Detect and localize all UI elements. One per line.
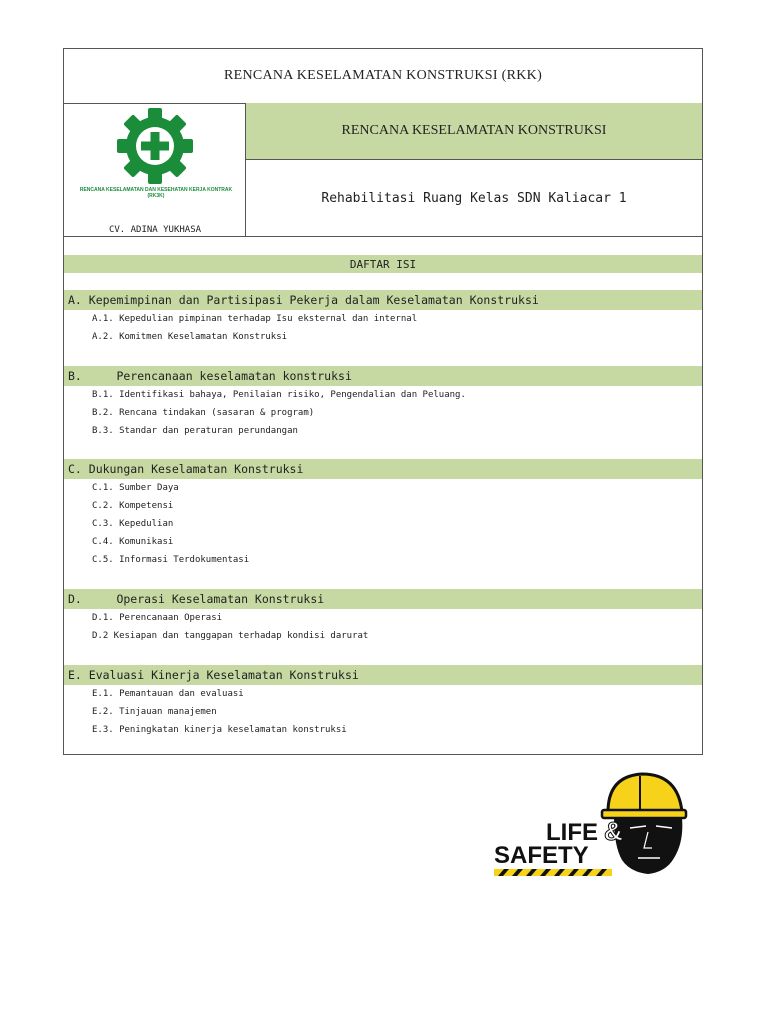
logo-line-2: SAFETY	[494, 842, 589, 869]
section-heading: E. Evaluasi Kinerja Keselamatan Konstruksi	[64, 665, 702, 685]
list-item: B.2. Rencana tindakan (sasaran & program)	[92, 408, 315, 418]
hazard-stripe	[494, 869, 612, 876]
logo-cell	[64, 103, 246, 237]
list-item: D.2 Kesiapan dan tanggapan terhadap kondisi darurat	[92, 631, 369, 641]
list-item: C.1. Sumber Daya	[92, 483, 179, 493]
toc-section-c	[64, 459, 702, 569]
worker-face-icon	[614, 818, 682, 874]
main-title: RENCANA KESELAMATAN KONSTRUKSI (RKK)	[64, 49, 702, 104]
logo-caption: RENCANA KESELAMATAN DAN KESEHATAN KERJA KONTRAK (RK3K)	[79, 187, 233, 199]
logo-ampersand: &	[604, 816, 623, 846]
section-heading: B. Perencanaan keselamatan konstruksi	[64, 366, 702, 386]
list-item: C.3. Kepedulian	[92, 519, 174, 529]
list-item: E.1. Pemantauan dan evaluasi	[92, 689, 244, 699]
life-safety-logo	[490, 772, 690, 880]
list-item: A.2. Komitmen Keselamatan Konstruksi	[92, 332, 288, 342]
divider	[64, 236, 702, 237]
toc-title: DAFTAR ISI	[64, 255, 702, 273]
list-item: B.3. Standar dan peraturan perundangan	[92, 426, 298, 436]
toc-section-b	[64, 366, 702, 440]
list-item: D.1. Perencanaan Operasi	[92, 613, 223, 623]
section-heading: C. Dukungan Keselamatan Konstruksi	[64, 459, 702, 479]
list-item: C.4. Komunikasi	[92, 537, 174, 547]
toc-section-a	[64, 290, 702, 346]
hard-hat-icon	[602, 774, 686, 818]
project-name: Rehabilitasi Ruang Kelas SDN Kaliacar 1	[246, 160, 702, 237]
k3-gear-logo-icon	[108, 107, 202, 185]
section-heading: A. Kepemimpinan dan Partisipasi Pekerja dalam Keselamatan Konstruksi	[64, 290, 702, 310]
list-item: C.2. Kompetensi	[92, 501, 174, 511]
list-item: E.3. Peningkatan kinerja keselamatan konstruksi	[92, 725, 347, 735]
list-item: E.2. Tinjauan manajemen	[92, 707, 217, 717]
subtitle: RENCANA KESELAMATAN KONSTRUKSI	[246, 103, 702, 160]
document-page	[63, 48, 703, 755]
section-heading: D. Operasi Keselamatan Konstruksi	[64, 589, 702, 609]
list-item: B.1. Identifikasi bahaya, Penilaian risiko, Pengendalian dan Peluang.	[92, 390, 466, 400]
toc-section-d	[64, 589, 702, 645]
list-item: A.1. Kepedulian pimpinan terhadap Isu eksternal dan internal	[92, 314, 418, 324]
logo-line-1: LIFE	[546, 819, 598, 846]
list-item: C.5. Informasi Terdokumentasi	[92, 555, 250, 565]
company-name: CV. ADINA YUKHASA	[108, 225, 202, 235]
toc-section-e	[64, 665, 702, 739]
